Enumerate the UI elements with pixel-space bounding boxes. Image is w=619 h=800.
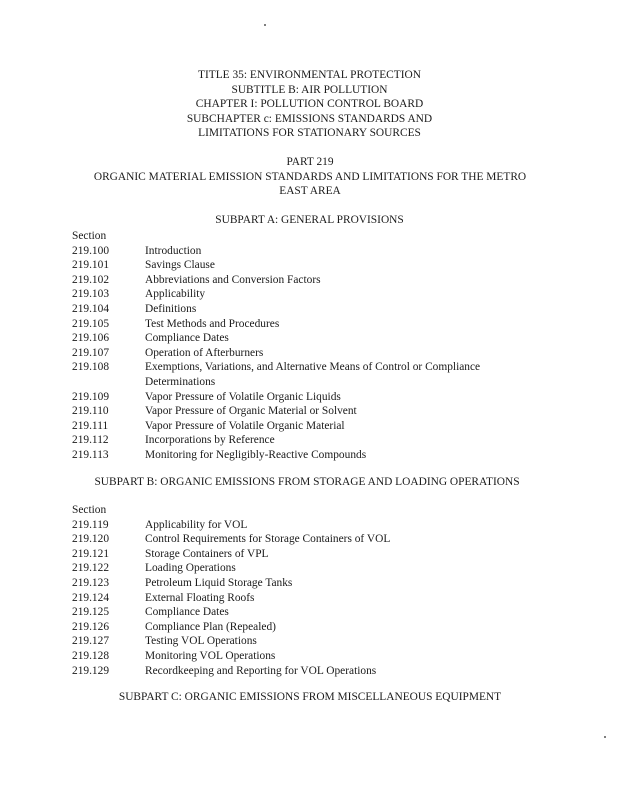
section-row: [72, 317, 542, 332]
section-title: Vapor Pressure of Volatile Organic Material: [145, 419, 345, 432]
section-number: 219.122: [72, 562, 110, 575]
section-title: Introduction: [145, 244, 202, 257]
section-row: [72, 433, 542, 448]
title-line: TITLE 35: ENVIRONMENTAL PROTECTION: [198, 69, 421, 81]
section-number: 219.109: [72, 390, 110, 403]
section-row: [72, 547, 542, 562]
section-row: [72, 404, 542, 419]
section-title: Storage Containers of VPL: [145, 547, 269, 560]
section-number: 219.105: [72, 317, 110, 330]
section-title: Test Methods and Procedures: [145, 317, 280, 330]
section-number: 219.112: [72, 434, 109, 447]
section-row: [72, 664, 542, 679]
section-row: [72, 634, 542, 649]
section-title: Applicability for VOL: [145, 518, 248, 531]
section-number: 219.126: [72, 620, 110, 633]
section-title: Abbreviations and Conversion Factors: [145, 273, 321, 286]
section-number: 219.108: [72, 361, 110, 374]
section-title: Vapor Pressure of Volatile Organic Liquids: [145, 390, 341, 403]
section-number: 219.123: [72, 576, 110, 589]
section-label: Section: [72, 504, 107, 516]
section-title: Compliance Dates: [145, 606, 229, 619]
section-number: 219.102: [72, 273, 110, 286]
section-number: 219.121: [72, 547, 110, 560]
section-row: [72, 591, 542, 606]
section-number: 219.104: [72, 302, 110, 315]
subpart-a-heading: SUBPART A: GENERAL PROVISIONS: [215, 214, 404, 226]
chapter-line: CHAPTER I: POLLUTION CONTROL BOARD: [195, 98, 424, 111]
subpart-c-heading: SUBPART C: ORGANIC EMISSIONS FROM MISCELLANEOUS EQUIPMENT: [118, 691, 502, 703]
section-title: Control Requirements for Storage Containers of VOL: [145, 533, 391, 546]
section-number: 219.124: [72, 591, 110, 604]
section-number: 219.128: [72, 649, 110, 662]
section-number: 219.111: [72, 419, 109, 432]
section-number: 219.129: [72, 664, 110, 677]
section-row: [72, 518, 542, 533]
section-number: 219.101: [72, 259, 110, 272]
section-row: [72, 258, 542, 273]
subchapter-line-cont: LIMITATIONS FOR STATIONARY SOURCES: [198, 127, 421, 140]
section-number: 219.106: [72, 332, 110, 345]
part-name: ORGANIC MATERIAL EMISSION STANDARDS AND LIMITATIONS FOR THE METRO EAST AREA: [93, 170, 527, 198]
section-row: [72, 649, 542, 664]
subpart-a-section-list: [72, 229, 542, 463]
section-label: Section: [72, 230, 107, 242]
section-row: [72, 620, 542, 635]
subpart-b-heading: SUBPART B: ORGANIC EMISSIONS FROM STORAGE AND LOADING OPERATIONS: [94, 476, 520, 488]
section-row: [72, 244, 542, 259]
scan-speck: [604, 736, 606, 738]
section-row: [72, 287, 542, 302]
section-title: Recordkeeping and Reporting for VOL Operations: [145, 664, 377, 677]
section-number: 219.100: [72, 244, 110, 257]
section-title: Applicability: [145, 288, 206, 301]
section-row: [72, 605, 542, 620]
section-row: [72, 360, 542, 389]
section-title: Operation of Afterburners: [145, 346, 264, 359]
section-row: [72, 346, 542, 361]
section-title: Petroleum Liquid Storage Tanks: [145, 576, 293, 589]
section-number: 219.125: [72, 606, 110, 619]
section-number: 219.103: [72, 288, 110, 301]
section-row: [72, 561, 542, 576]
part-heading: [90, 155, 530, 199]
section-number: 219.110: [72, 405, 109, 418]
section-title: Testing VOL Operations: [145, 635, 257, 648]
section-title: External Floating Roofs: [145, 591, 255, 604]
section-title: Exemptions, Variations, and Alternative Means of Control or Compliance Determinations: [145, 361, 481, 388]
section-title: Compliance Dates: [145, 332, 229, 345]
section-title: Vapor Pressure of Organic Material or Solvent: [145, 405, 357, 418]
section-number: 219.119: [72, 518, 109, 531]
section-number: 219.107: [72, 346, 110, 359]
section-title: Loading Operations: [145, 562, 236, 575]
section-title: Definitions: [145, 302, 197, 315]
subchapter-line: SUBCHAPTER c: EMISSIONS STANDARDS AND: [186, 112, 433, 125]
section-row: [72, 448, 542, 463]
section-title: Compliance Plan (Repealed): [145, 620, 276, 633]
scan-speck: [264, 24, 266, 26]
subpart-b-section-list: [72, 503, 542, 678]
section-row: [72, 331, 542, 346]
section-title: Monitoring for Negligibly-Reactive Compounds: [145, 448, 367, 461]
section-row: [72, 532, 542, 547]
section-number: 219.127: [72, 635, 110, 648]
section-row: [72, 576, 542, 591]
document-header: [0, 68, 619, 141]
section-row: [72, 419, 542, 434]
section-row: [72, 302, 542, 317]
section-number: 219.120: [72, 533, 110, 546]
section-title: Savings Clause: [145, 259, 215, 272]
section-row: [72, 273, 542, 288]
section-title: Monitoring VOL Operations: [145, 649, 276, 662]
section-row: [72, 390, 542, 405]
section-title: Incorporations by Reference: [145, 434, 275, 447]
subtitle-line: SUBTITLE B: AIR POLLUTION: [231, 83, 388, 96]
part-number: PART 219: [286, 156, 334, 168]
section-number: 219.113: [72, 448, 109, 461]
